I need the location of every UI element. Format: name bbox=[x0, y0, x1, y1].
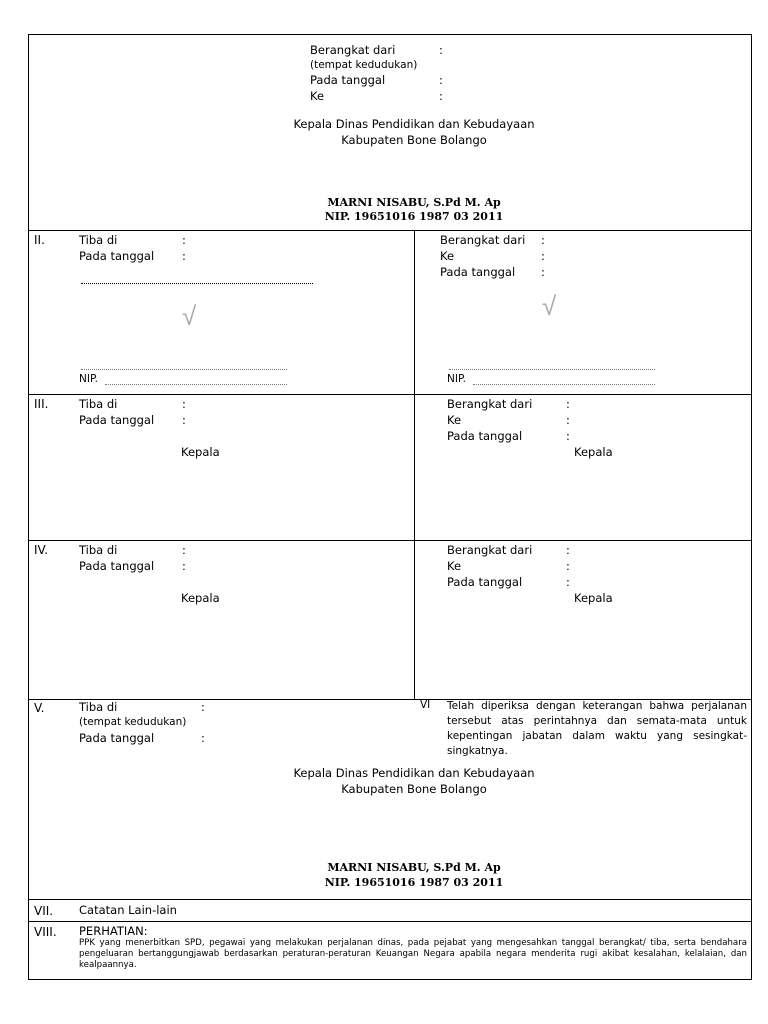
tempat-kedudukan-label: (tempat kedudukan) bbox=[310, 59, 418, 71]
signer-name: MARNI NISABU, S.Pd M. Ap bbox=[327, 861, 501, 874]
pada-tanggal-label: Pada tanggal bbox=[447, 429, 523, 443]
nip-label: NIP. bbox=[79, 373, 98, 385]
tiba-di-label: Tiba di bbox=[79, 233, 118, 247]
tiba-di-label: Tiba di bbox=[79, 543, 118, 557]
pada-tanggal-label: Pada tanggal bbox=[310, 73, 386, 87]
column-divider bbox=[414, 230, 415, 700]
section-vi-numeral: VI bbox=[420, 699, 431, 711]
colon: : bbox=[541, 249, 545, 263]
divider bbox=[29, 394, 751, 395]
berangkat-dari-label: Berangkat dari bbox=[310, 43, 396, 57]
perhatian-text: PPK yang menerbitkan SPD, pegawai yang melakukan perjalanan dinas, pada pejabat yang mengesahkan tanggal berangkat/ tiba, serta bendahara pengeluaran bertanggungjawab berdasarkan peraturan-peraturan Keuangan Negara apabila negara menderita rugi akibat kesalahan, kelalaian, dan kealpaannya. bbox=[79, 938, 747, 970]
perhatian-title: PERHATIAN: bbox=[79, 924, 148, 938]
divider bbox=[29, 921, 751, 922]
tiba-di-label: Tiba di bbox=[79, 397, 118, 411]
kepala-label: Kepala bbox=[574, 591, 613, 605]
colon: : bbox=[541, 265, 545, 279]
section-viii-numeral: VIII. bbox=[34, 925, 57, 939]
berangkat-dari-label: Berangkat dari bbox=[447, 397, 533, 411]
spd-form bbox=[28, 34, 752, 980]
catatan-label: Catatan Lain-lain bbox=[79, 903, 177, 917]
kepala-label: Kepala bbox=[574, 445, 613, 459]
pada-tanggal-label: Pada tanggal bbox=[440, 265, 516, 279]
signer-name: MARNI NISABU, S.Pd M. Ap bbox=[327, 196, 501, 209]
colon: : bbox=[182, 413, 186, 427]
colon: : bbox=[439, 73, 443, 87]
nip-line bbox=[473, 384, 655, 385]
colon: : bbox=[439, 43, 443, 57]
pada-tanggal-label: Pada tanggal bbox=[447, 575, 523, 589]
colon: : bbox=[182, 543, 186, 557]
section-v-numeral: V. bbox=[34, 701, 45, 715]
section-vii-numeral: VII. bbox=[34, 904, 54, 918]
colon: : bbox=[566, 559, 570, 573]
nip-label: NIP. bbox=[447, 373, 466, 385]
pada-tanggal-label: Pada tanggal bbox=[79, 249, 155, 263]
colon: : bbox=[566, 543, 570, 557]
office-line-2: Kabupaten Bone Bolango bbox=[341, 133, 487, 147]
ke-label: Ke bbox=[440, 249, 455, 263]
section-iii-numeral: III. bbox=[34, 397, 49, 411]
divider bbox=[29, 540, 751, 541]
office-line-2: Kabupaten Bone Bolango bbox=[341, 782, 487, 796]
berangkat-dari-label: Berangkat dari bbox=[447, 543, 533, 557]
name-line bbox=[81, 369, 287, 370]
divider bbox=[29, 230, 751, 231]
berangkat-dari-label: Berangkat dari bbox=[440, 233, 526, 247]
tempat-kedudukan-label: (tempat kedudukan) bbox=[79, 716, 187, 728]
signer-nip: NIP. 19651016 1987 03 2011 bbox=[324, 876, 504, 889]
kepala-label: Kepala bbox=[181, 445, 220, 459]
name-line bbox=[449, 369, 655, 370]
divider bbox=[29, 899, 751, 900]
colon: : bbox=[182, 559, 186, 573]
colon: : bbox=[182, 249, 186, 263]
check-mark-icon: √ bbox=[542, 292, 557, 322]
signer-nip: NIP. 19651016 1987 03 2011 bbox=[324, 210, 504, 223]
colon: : bbox=[566, 429, 570, 443]
office-line-1: Kepala Dinas Pendidikan dan Kebudayaan bbox=[293, 766, 535, 780]
ke-label: Ke bbox=[447, 413, 462, 427]
date-line bbox=[81, 283, 313, 284]
kepala-label: Kepala bbox=[181, 591, 220, 605]
ke-label: Ke bbox=[310, 89, 325, 103]
colon: : bbox=[439, 89, 443, 103]
pada-tanggal-label: Pada tanggal bbox=[79, 559, 155, 573]
office-line-1: Kepala Dinas Pendidikan dan Kebudayaan bbox=[293, 117, 535, 131]
check-mark-icon: √ bbox=[182, 302, 197, 332]
colon: : bbox=[541, 233, 545, 247]
section-ii-numeral: II. bbox=[34, 233, 45, 247]
pada-tanggal-label: Pada tanggal bbox=[79, 731, 155, 745]
tiba-di-label: Tiba di bbox=[79, 700, 118, 714]
nip-line bbox=[105, 384, 287, 385]
section-vi-text: Telah diperiksa dengan keterangan bahwa perjalanan tersebut atas perintahnya dan semata-mata untuk kepentingan jabatan dalam waktu yang sesingkat-singkatnya. bbox=[447, 700, 747, 757]
pada-tanggal-label: Pada tanggal bbox=[79, 413, 155, 427]
colon: : bbox=[201, 731, 205, 745]
colon: : bbox=[566, 397, 570, 411]
colon: : bbox=[566, 413, 570, 427]
colon: : bbox=[201, 700, 205, 714]
colon: : bbox=[182, 397, 186, 411]
ke-label: Ke bbox=[447, 559, 462, 573]
colon: : bbox=[566, 575, 570, 589]
section-iv-numeral: IV. bbox=[34, 543, 49, 557]
colon: : bbox=[182, 233, 186, 247]
